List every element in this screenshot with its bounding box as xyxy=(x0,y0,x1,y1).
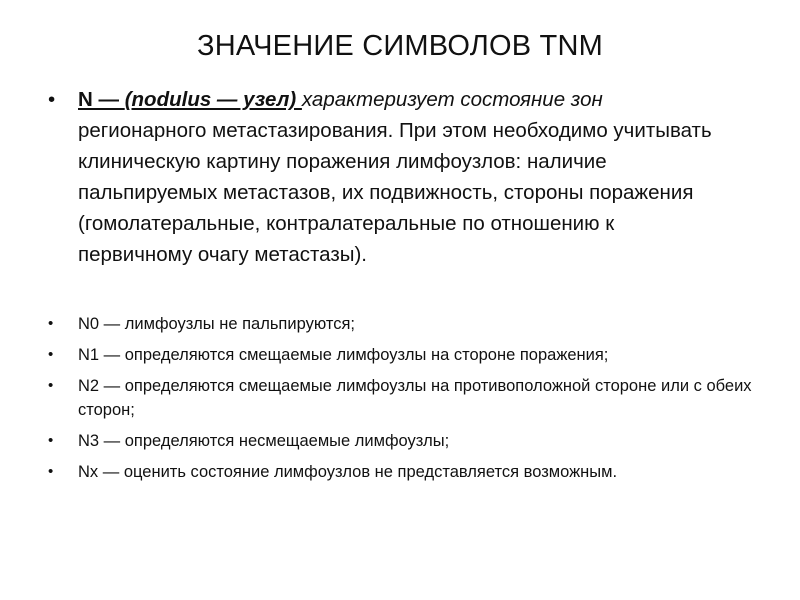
bullet-icon: • xyxy=(48,432,54,449)
sub-bullet-list xyxy=(48,312,768,491)
bullet-icon: • xyxy=(48,377,54,394)
list-item-text: N0 — лимфоузлы не пальпируются; xyxy=(78,315,355,333)
list-item-text: N3 — определяются несмещаемые лимфоузлы; xyxy=(78,432,450,450)
main-bullet-body: регионарного метастазирования. При этом необходимо учитывать клиническую картину поражения лимфоузлов: наличие пальпируемых метастазов, их подвижность, стороны поражения (гомолатеральные, контралатеральные по отношению к первичному очагу метастазы). xyxy=(78,119,712,266)
list-item-text: Nx — оценить состояние лимфоузлов не представляется возможным. xyxy=(78,463,618,481)
main-bullet-text xyxy=(78,84,728,270)
list-item xyxy=(48,312,768,336)
lead-prefix: N — xyxy=(78,88,125,111)
lead-italic-text: характеризует состояние зон xyxy=(301,88,603,111)
list-item xyxy=(48,429,768,453)
bullet-icon: • xyxy=(48,88,56,111)
list-item xyxy=(48,374,768,422)
bullet-icon: • xyxy=(48,463,54,480)
lead-term: (nodulus — узел) xyxy=(124,88,302,111)
bullet-icon: • xyxy=(48,346,54,363)
list-item-text: N1 — определяются смещаемые лимфоузлы на стороне поражения; xyxy=(78,346,609,364)
list-item xyxy=(48,460,768,484)
list-item xyxy=(48,343,768,367)
bullet-icon: • xyxy=(48,315,54,332)
list-item-text: N2 — определяются смещаемые лимфоузлы на противоположной стороне или с обеих сторон; xyxy=(78,377,752,419)
slide-title: ЗНАЧЕНИЕ СИМВОЛОВ TNM xyxy=(197,30,603,62)
